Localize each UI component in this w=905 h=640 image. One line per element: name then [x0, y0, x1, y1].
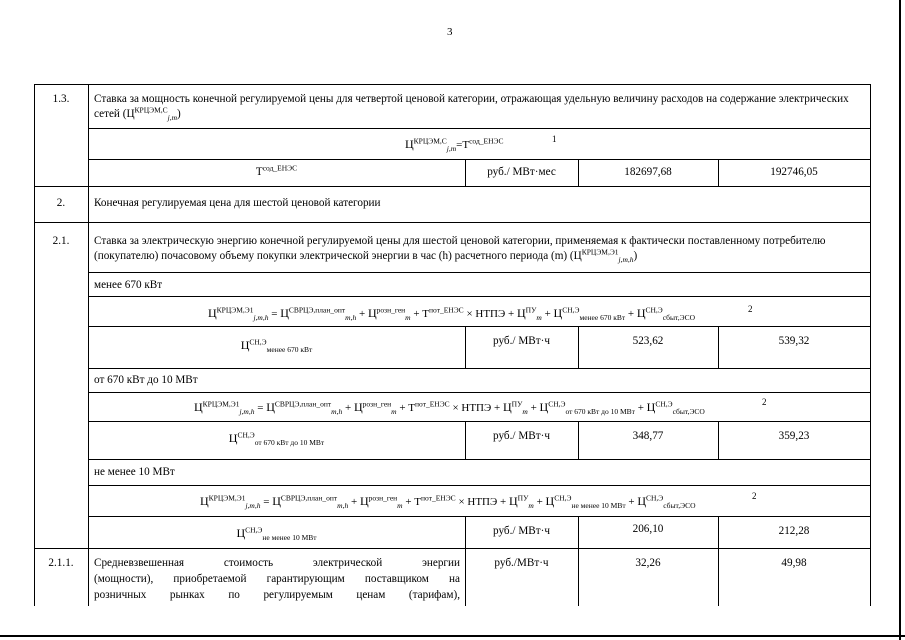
value-cell: 182697,68: [624, 166, 672, 178]
symbol-t: Т: [255, 166, 263, 178]
table-line: [88, 368, 870, 369]
symbol-sub: j,m,h: [618, 255, 634, 265]
equals: =: [257, 402, 264, 414]
price-symbol: [573, 247, 634, 265]
unit-cell: руб./ МВт·ч: [493, 525, 550, 537]
row-number: 2.: [56, 197, 66, 209]
value-cell: 49,98: [781, 557, 807, 569]
symbol-c: Ц: [573, 250, 582, 262]
group-label: менее 670 кВт: [94, 279, 163, 291]
plus: +: [500, 496, 507, 508]
symbol-c: Ц: [367, 306, 377, 320]
symbol-c: Ц: [228, 431, 238, 445]
symbol-c: Ц: [636, 306, 646, 320]
plus: +: [627, 308, 635, 320]
symbol-sup: КРЦЭМ,С: [134, 105, 168, 115]
symbol-sub: j,m: [167, 113, 177, 123]
formula-tag: 1: [552, 134, 557, 144]
symbol-sub: j,m,h: [245, 501, 261, 511]
symbol-sup: КРЦЭМ,Э1: [581, 247, 619, 257]
row-item: [88, 165, 465, 180]
symbol-sub: m: [528, 501, 534, 511]
plus: +: [413, 308, 420, 320]
symbol-c: Ц: [637, 494, 647, 508]
symbol-c: Ц: [359, 494, 369, 508]
symbol-sup: пот_ЕНЭС: [415, 399, 450, 409]
unit-cell: руб./ МВт·ч: [493, 430, 550, 442]
times-ntpe: × НТПЭ: [452, 402, 492, 414]
symbol-sup: ПУ: [517, 493, 529, 503]
symbol-sub: j,m,h: [253, 313, 269, 323]
symbol-sub: сбыт,ЭСО: [663, 501, 696, 511]
symbol-sup: СН,Э: [645, 305, 663, 315]
symbol-sup: розн_ген: [368, 493, 398, 503]
symbol-sup: СН,Э: [237, 430, 255, 440]
value-cell: 192746,05: [770, 166, 818, 178]
symbol-c: Ц: [126, 108, 135, 120]
row-description-line: розничных рынках по регулируемым ценам (тарифам),: [94, 589, 460, 601]
plus: +: [344, 402, 352, 414]
symbol-c: Ц: [553, 306, 563, 320]
symbol-sup: ПУ: [525, 305, 537, 315]
table-line: [34, 84, 870, 85]
symbol-sup: СН,Э: [646, 493, 664, 503]
value-cell: 32,26: [635, 557, 661, 569]
page-border-right: [899, 0, 901, 640]
formula-rhs: =Т: [456, 139, 470, 151]
table-line: [34, 222, 870, 223]
plus: +: [494, 402, 501, 414]
symbol-sup: ПУ: [511, 399, 523, 409]
symbol-sup: СН,Э: [548, 399, 566, 409]
symbol-sub: не менее 10 МВт: [262, 533, 317, 543]
symbol-sub: m,h: [345, 313, 357, 323]
symbol-c: Ц: [194, 400, 203, 414]
table-line: [34, 548, 870, 549]
value-cell: 212,28: [778, 525, 810, 537]
table-line: [870, 84, 871, 606]
plus: +: [544, 308, 551, 320]
symbol-sub: m: [391, 407, 397, 417]
symbol-sub: m,h: [331, 407, 343, 417]
symbol-sup: КРЦЭМ,Э1: [216, 305, 254, 315]
row-description-end: ): [633, 250, 638, 262]
symbol-c: Ц: [280, 306, 289, 320]
symbol-sup: СН,Э: [245, 525, 263, 535]
plus: +: [637, 402, 644, 414]
symbol-sub: менее 670 кВт: [579, 313, 626, 323]
formula-group-2: [194, 400, 705, 416]
symbol-c: Ц: [405, 137, 414, 151]
unit-cell: руб./ МВт·ч: [493, 335, 550, 347]
symbol-c: Ц: [508, 494, 518, 508]
table-line: [34, 186, 870, 187]
formula-tag: 2: [752, 491, 757, 501]
table-line: [88, 326, 870, 327]
symbol-sub: сбыт,ЭСО: [662, 313, 695, 323]
symbol-sub: m: [536, 313, 542, 323]
symbol-c: Ц: [539, 400, 549, 414]
symbol-sup: СН,Э: [249, 337, 267, 347]
symbol-sub: от 670 кВт до 10 МВт: [565, 407, 635, 417]
row-description: Конечная регулируемая цена для шестой ценовой категории: [94, 197, 381, 209]
symbol-c: Ц: [646, 400, 656, 414]
row-number: 2.1.: [52, 235, 70, 247]
symbol-c: Ц: [208, 306, 217, 320]
symbol-c: Ц: [266, 400, 275, 414]
group-label: не менее 10 МВт: [94, 466, 175, 478]
symbol-sup: СН,Э: [554, 493, 572, 503]
page-border-bottom: [0, 635, 905, 637]
formula-group-1: [208, 306, 695, 322]
symbol-c: Ц: [353, 400, 363, 414]
symbol-sup: сод_ЕНЭС: [469, 136, 504, 146]
symbol-c: Ц: [502, 400, 512, 414]
row-description-line: Средневзвешенная стоимость электрической энергии: [94, 557, 460, 569]
table-line: [88, 296, 870, 297]
plus: +: [628, 496, 635, 508]
value-cell: 523,62: [632, 335, 664, 347]
symbol-sup: пот_ЕНЭС: [429, 305, 464, 315]
symbol-sub: менее 670 кВт: [266, 345, 313, 355]
symbol-sub: j,m,h: [239, 407, 255, 417]
plus: +: [508, 308, 515, 320]
symbol-sup: СВРЦЭ,план_опт: [274, 399, 332, 409]
symbol-t: Т: [408, 402, 416, 414]
symbol-sup: СН,Э: [655, 399, 673, 409]
symbol-sup: СВРЦЭ,план_опт: [288, 305, 346, 315]
times-ntpe: × НТПЭ: [466, 308, 506, 320]
value-cell: 539,32: [778, 335, 810, 347]
symbol-sup: розн_ген: [376, 305, 406, 315]
plus: +: [358, 308, 366, 320]
row-description-text: Ставка за электрическую энергию конечной регулируемой цены для шестой ценовой категории, применяемая к фактически поставленному потребителю (покупателю) почасовому объему покупки электрической энергии в час (h) расчетного периода (m) (: [94, 235, 826, 262]
table-line: [88, 485, 870, 486]
symbol-c: Ц: [200, 494, 209, 508]
symbol-sup: пот_ЕНЭС: [421, 493, 456, 503]
equals: =: [263, 496, 270, 508]
formula-1-3: [405, 137, 503, 153]
row-number: 1.3.: [52, 93, 70, 105]
value-cell: 348,77: [632, 430, 664, 442]
value-cell: 359,23: [778, 430, 810, 442]
row-item: [88, 431, 465, 447]
table-line: [88, 516, 870, 517]
symbol-sup: КРЦЭМ,Э1: [202, 399, 240, 409]
symbol-c: Ц: [272, 494, 281, 508]
plus: +: [350, 496, 358, 508]
table-line: [88, 421, 870, 422]
symbol-sub: m: [405, 313, 411, 323]
plus: +: [405, 496, 412, 508]
row-description-text: Ставка за мощность конечной регулируемой цены для четвертой ценовой категории, отражающая удельную величину расходов на содержание электрических сетей (: [94, 93, 849, 120]
equals: =: [271, 308, 278, 320]
price-symbol: [126, 105, 177, 123]
value-cell: 206,10: [632, 523, 664, 535]
symbol-sup: сод_ЕНЭС: [262, 163, 298, 173]
symbol-sup: розн_ген: [362, 399, 392, 409]
table-line: [88, 392, 870, 393]
formula-tag: 2: [762, 397, 767, 407]
symbol-sub: j,m: [446, 144, 457, 154]
symbol-c: Ц: [240, 338, 250, 352]
row-item: [88, 338, 465, 354]
table-line: [88, 459, 870, 460]
formula-group-3: [200, 494, 696, 510]
symbol-sup: СВРЦЭ,план_опт: [280, 493, 338, 503]
symbol-t: Т: [422, 308, 430, 320]
symbol-sub: сбыт,ЭСО: [672, 407, 705, 417]
symbol-sub: не менее 10 МВт: [571, 501, 626, 511]
symbol-c: Ц: [236, 526, 246, 540]
row-description: [94, 234, 868, 264]
plus: +: [530, 402, 537, 414]
row-number: 2.1.1.: [48, 557, 74, 569]
symbol-sub: m: [522, 407, 528, 417]
symbol-sub: от 670 кВт до 10 МВт: [254, 438, 325, 448]
symbol-sup: КРЦЭМ,С: [413, 136, 447, 146]
group-label: от 670 кВт до 10 МВт: [94, 374, 198, 386]
row-description-line: (мощности), приобретаемой гарантирующим поставщиком на: [94, 573, 460, 585]
plus: +: [399, 402, 406, 414]
table-line: [88, 272, 870, 273]
symbol-sub: m,h: [337, 501, 349, 511]
unit-cell: руб./МВт·ч: [494, 557, 549, 569]
table-line: [34, 84, 35, 606]
symbol-sup: КРЦЭМ,Э1: [208, 493, 246, 503]
row-item: [88, 526, 465, 542]
symbol-t: Т: [414, 496, 422, 508]
symbol-sup: СН,Э: [562, 305, 580, 315]
symbol-c: Ц: [516, 306, 526, 320]
symbol-c: Ц: [545, 494, 555, 508]
plus: +: [536, 496, 543, 508]
formula-tag: 2: [748, 304, 753, 314]
table-line: [88, 128, 870, 129]
times-ntpe: × НТПЭ: [458, 496, 498, 508]
unit-cell: руб./ МВт·мес: [487, 166, 556, 178]
symbol-sub: m: [397, 501, 403, 511]
row-description: [94, 92, 866, 122]
row-description-end: ): [177, 108, 181, 120]
page-number: 3: [447, 26, 453, 38]
table-line: [88, 159, 870, 160]
